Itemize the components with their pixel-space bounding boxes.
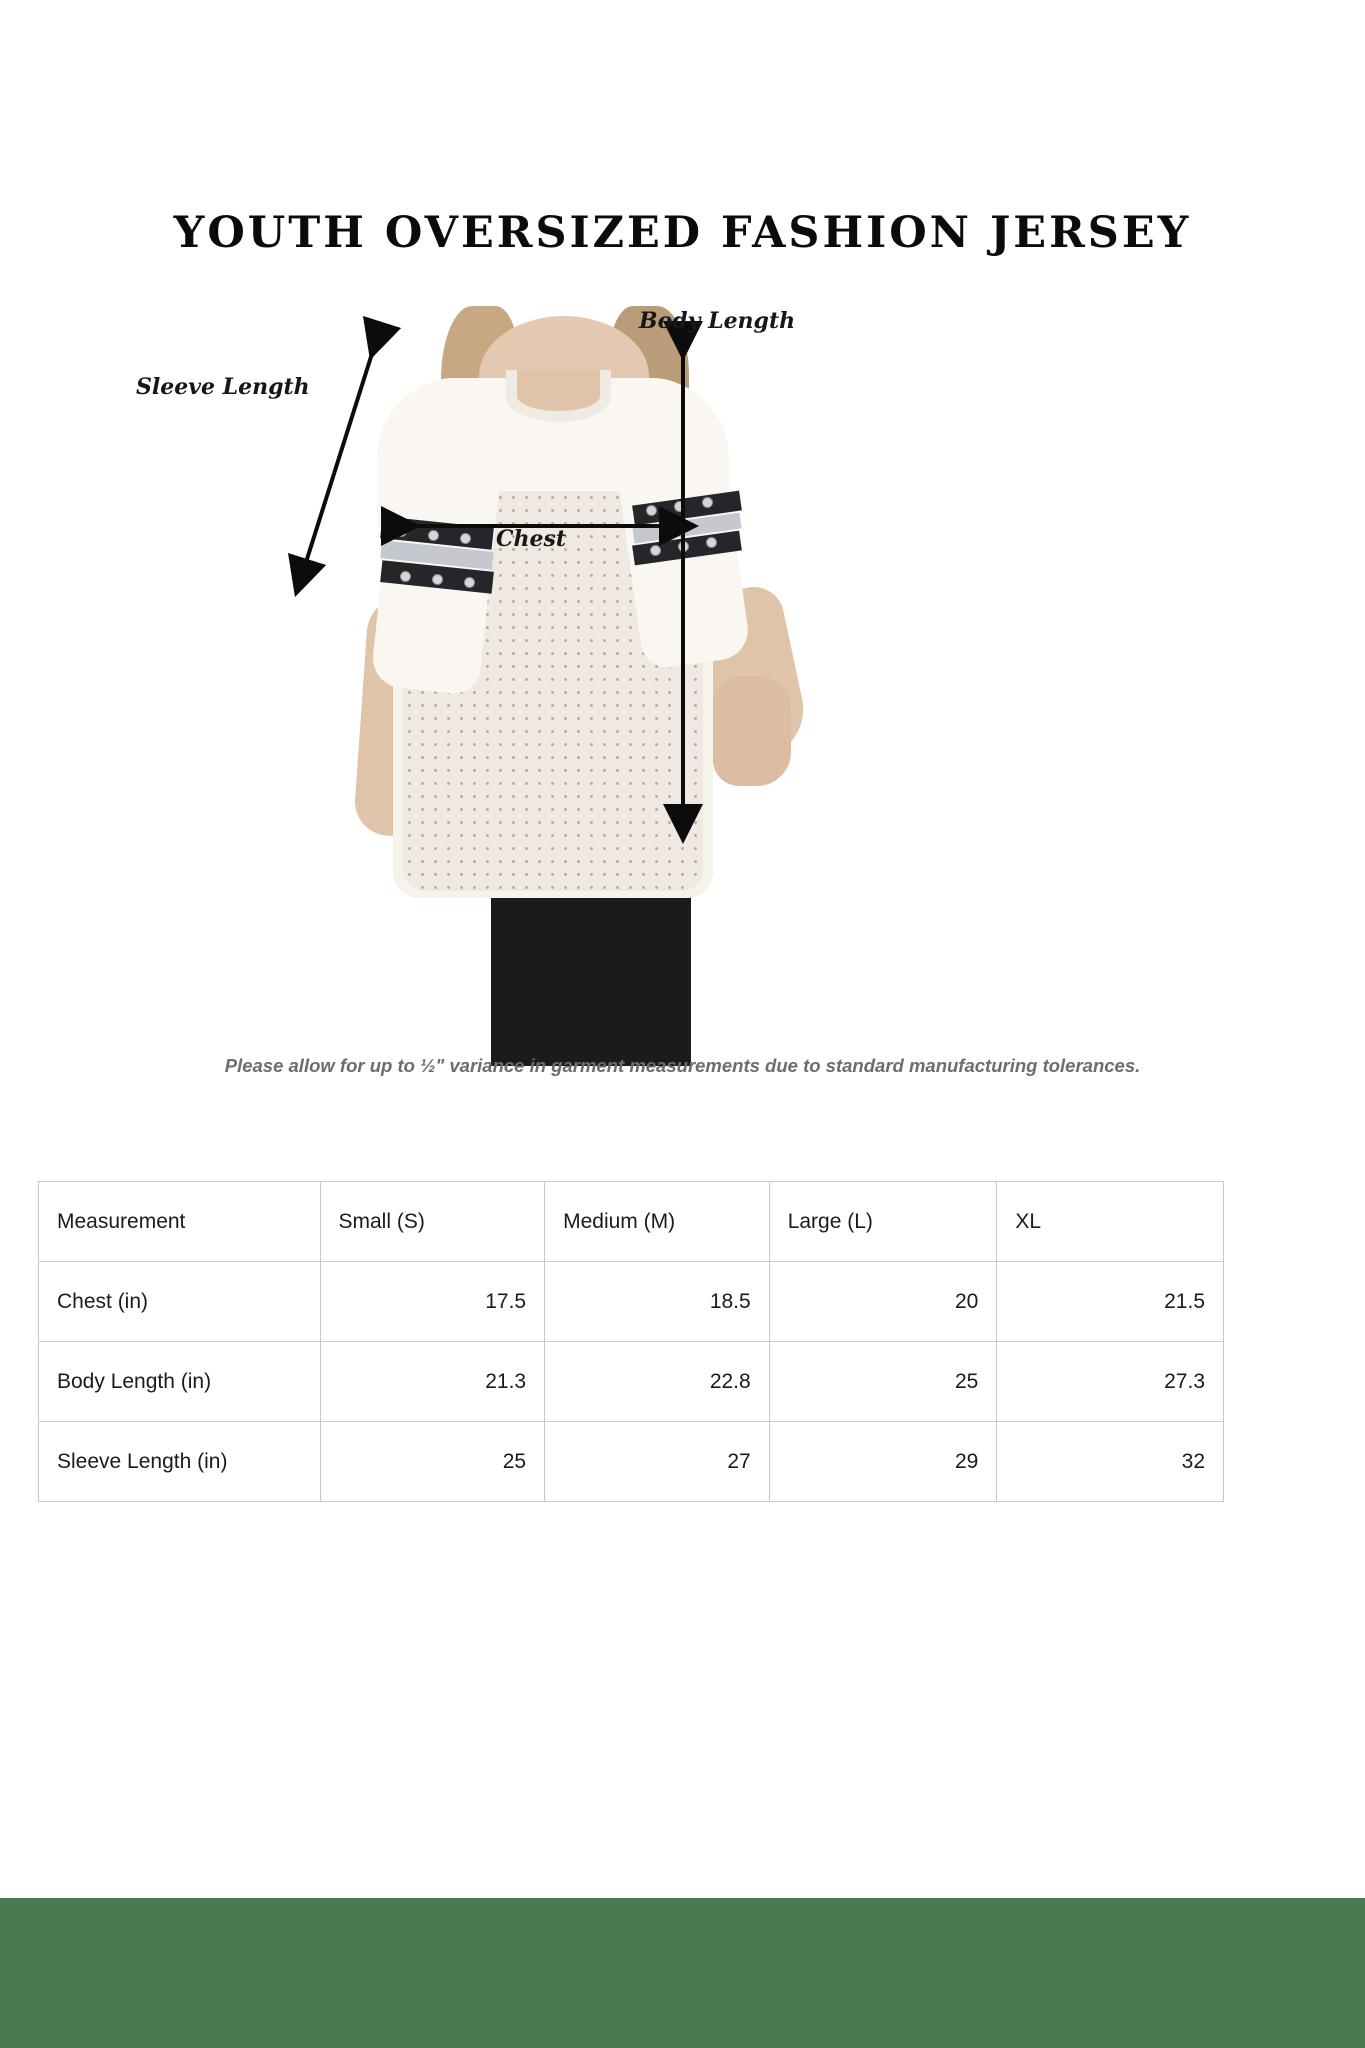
column-header-measurement: Measurement [39,1182,321,1262]
column-header-small: Small (S) [320,1182,545,1262]
footer-color-band [0,1898,1365,2048]
cell-sleeve-length-large: 29 [769,1422,997,1502]
cell-body-length-xl: 27.3 [997,1342,1224,1422]
cell-sleeve-length-xl: 32 [997,1422,1224,1502]
column-header-xl: XL [997,1182,1224,1262]
page-title: YOUTH OVERSIZED FASHION JERSEY [173,208,1192,258]
sleeve-length-label: Sleeve Length [136,374,310,400]
dimension-lines [221,286,821,1046]
cell-chest-xl: 21.5 [997,1262,1224,1342]
row-label-chest: Chest (in) [39,1262,321,1342]
table-row [39,1422,1224,1502]
body-length-label: Body Length [639,308,796,334]
table-row [39,1342,1224,1422]
column-header-medium: Medium (M) [545,1182,770,1262]
chest-label: Chest [496,526,567,552]
size-table-container [38,1181,1224,1502]
product-photo [136,308,825,1046]
table-header-row [39,1182,1224,1262]
cell-body-length-small: 21.3 [320,1342,545,1422]
cell-sleeve-length-small: 25 [320,1422,545,1502]
cell-chest-small: 17.5 [320,1262,545,1342]
cell-body-length-medium: 22.8 [545,1342,770,1422]
row-label-body-length: Body Length (in) [39,1342,321,1422]
cell-sleeve-length-medium: 27 [545,1422,770,1502]
sleeve-length-arrow [301,341,376,578]
row-label-sleeve-length: Sleeve Length (in) [39,1422,321,1502]
size-table [38,1181,1224,1502]
cell-body-length-large: 25 [769,1342,997,1422]
column-header-large: Large (L) [769,1182,997,1262]
cell-chest-medium: 18.5 [545,1262,770,1342]
table-row [39,1262,1224,1342]
cell-chest-large: 20 [769,1262,997,1342]
tolerance-caption: Please allow for up to ½" variance in garment measurements due to standard manufacturing tolerances. [224,1055,1141,1076]
